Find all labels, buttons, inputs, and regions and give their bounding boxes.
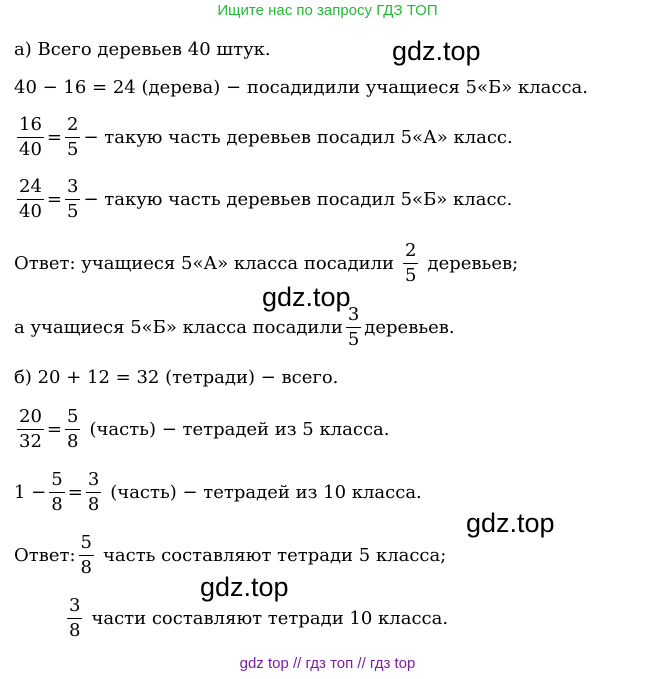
fraction: $\frac{3}{8}$ (69, 594, 81, 641)
a-line-3 (14, 112, 513, 162)
answer-text: части составляют тетради 10 класса. (91, 607, 449, 629)
a-line-1-text: а) Всего деревьев 40 штук. (14, 38, 271, 60)
watermark-2: gdz.top (262, 282, 351, 312)
answer-text: а учащиеся 5«Б» класса посадили (14, 316, 343, 338)
b-line-3-pre: 1 − (14, 481, 47, 503)
answer-text: деревьев; (427, 252, 519, 274)
equals-sign: = (46, 126, 62, 148)
fraction: $\frac{20}{32}$ (19, 405, 42, 452)
a-answer-line-1 (14, 238, 518, 288)
a-line-2 (14, 62, 588, 112)
fraction: $\frac{3}{5}$ (67, 175, 79, 222)
answer-text: часть составляют тетради 5 класса; (102, 544, 447, 566)
equals-sign: = (67, 481, 83, 503)
b-answer-line-2 (64, 593, 448, 643)
fraction: $\frac{3}{5}$ (347, 303, 360, 350)
answer-text: деревьев. (364, 316, 455, 338)
answer-text: Ответ: (14, 544, 76, 566)
b-line-3-text: (часть) − тетрадей из 10 класса. (110, 481, 422, 503)
fraction: $\frac{5}{8}$ (67, 405, 79, 452)
fraction: $\frac{2}{5}$ (67, 113, 79, 160)
a-line-3-text: − такую часть деревьев посадил 5«А» класс. (83, 126, 513, 148)
fraction: $\frac{5}{8}$ (80, 531, 92, 578)
a-line-4-text: − такую часть деревьев посадил 5«Б» класс. (83, 188, 513, 210)
equals-sign: = (46, 418, 62, 440)
a-line-4 (14, 174, 512, 224)
watermark-1: gdz.top (392, 36, 481, 66)
answer-text: Ответ: учащиеся 5«А» класса посадили (14, 252, 395, 274)
top-banner: Ищите нас по запросу ГДЗ ТОП (217, 2, 438, 19)
b-answer-line-1 (14, 530, 446, 580)
fraction: $\frac{5}{8}$ (51, 468, 63, 515)
bottom-banner: gdz top // гдз топ // гдз top (239, 655, 416, 672)
b-line-3 (14, 467, 422, 517)
equals-sign: = (46, 188, 62, 210)
fraction: $\frac{16}{40}$ (19, 113, 42, 160)
a-answer-line-2 (14, 302, 455, 352)
fraction: $\frac{3}{8}$ (87, 468, 100, 515)
b-line-1-text: б) 20 + 12 = 32 (тетради) − всего. (14, 366, 339, 388)
watermark-4: gdz.top (200, 572, 289, 602)
fraction: $\frac{24}{40}$ (19, 175, 42, 222)
watermark-3: gdz.top (466, 508, 555, 538)
b-line-2-text: (часть) − тетрадей из 5 класса. (89, 418, 390, 440)
b-line-1 (14, 352, 338, 402)
b-line-2 (14, 404, 390, 454)
a-line-2-text: 40 − 16 = 24 (дерева) − посадидили учащиеся 5«Б» класса. (14, 76, 589, 98)
fraction: $\frac{2}{5}$ (405, 239, 417, 286)
